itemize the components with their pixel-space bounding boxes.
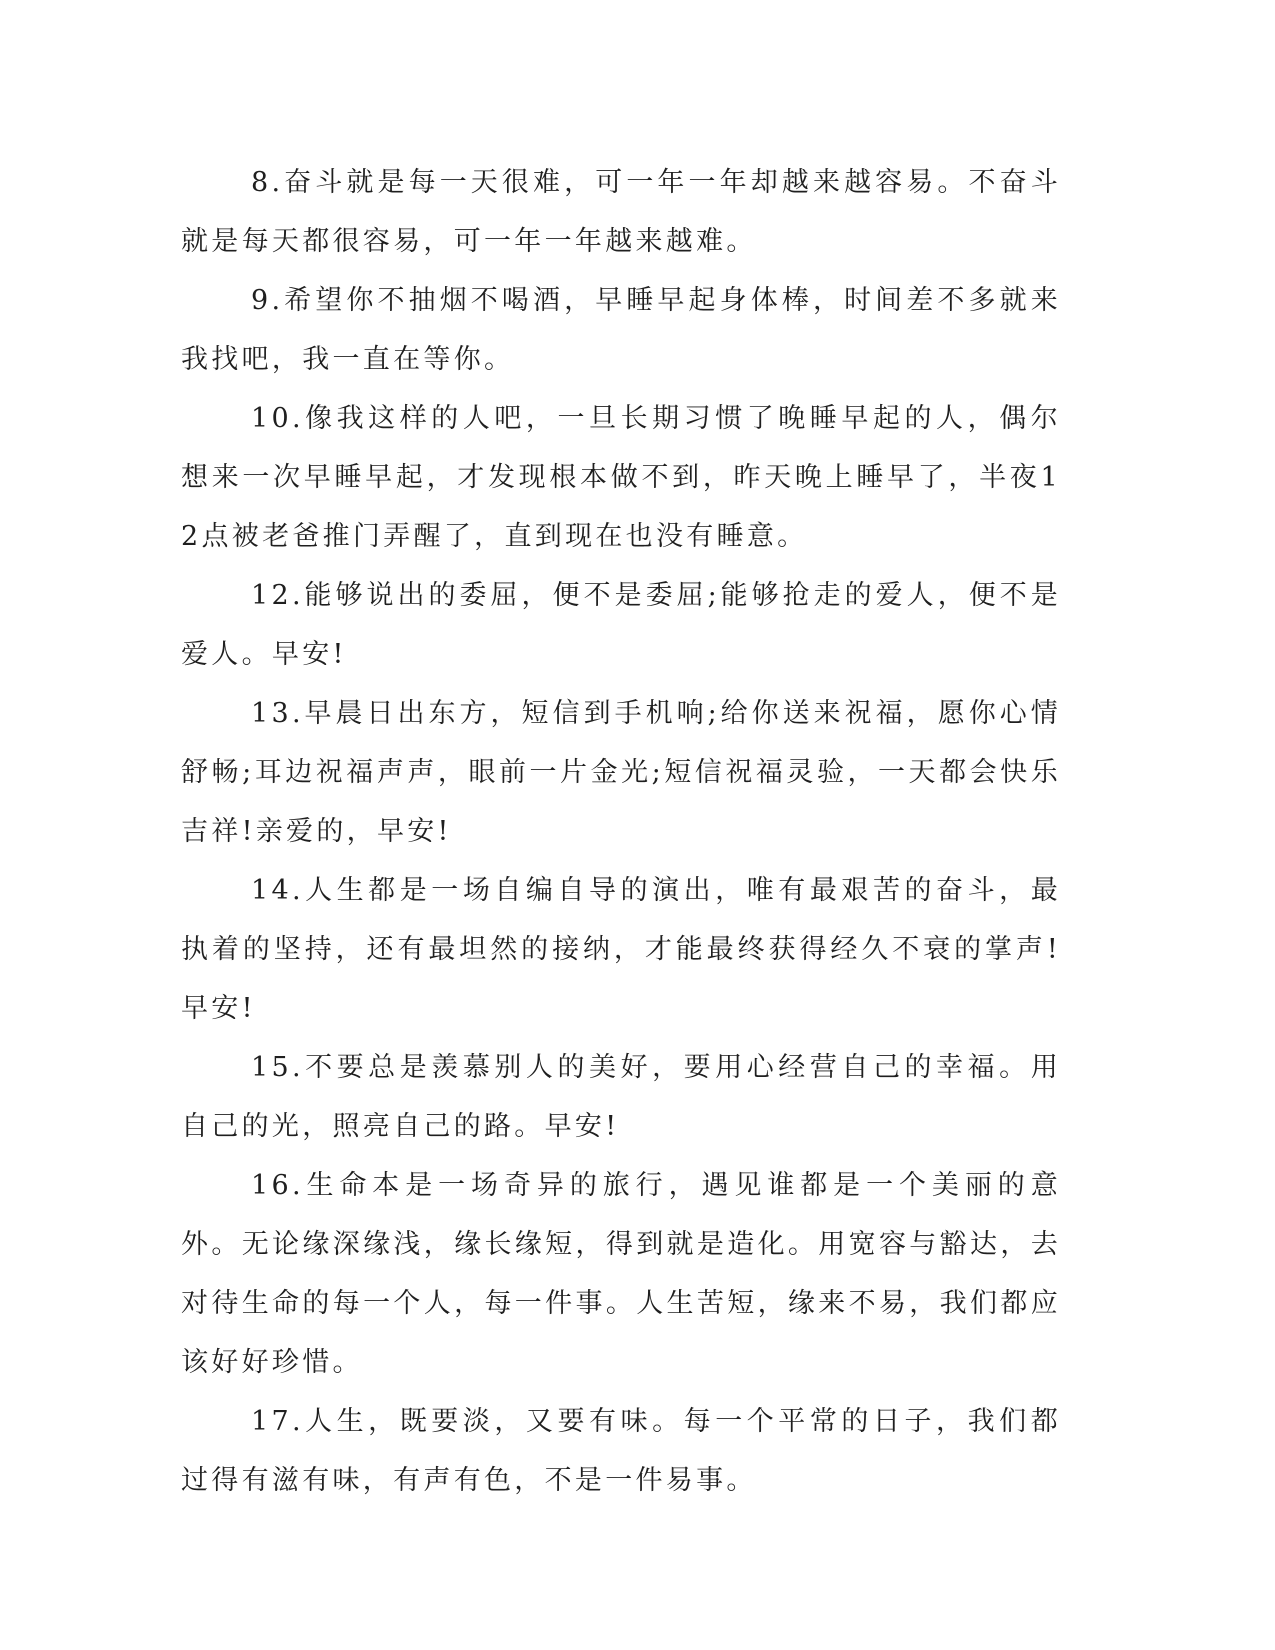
paragraph-10: 10.像我这样的人吧，一旦长期习惯了晚睡早起的人，偶尔想来一次早睡早起，才发现根本做不到，昨天晚上睡早了，半夜12点被老爸推门弄醒了，直到现在也没有睡意。 [181,403,1061,552]
document-body [181,153,1061,1510]
paragraph-15: 15.不要总是羡慕别人的美好，要用心经营自己的幸福。用自己的光，照亮自己的路。早安! [181,1052,1061,1142]
paragraph-17: 17.人生，既要淡，又要有味。每一个平常的日子，我们都过得有滋有味，有声有色，不是一件易事。 [181,1406,1061,1496]
paragraph-13: 13.早晨日出东方，短信到手机响;给你送来祝福，愿你心情舒畅;耳边祝福声声，眼前一片金光;短信祝福灵验，一天都会快乐吉祥!亲爱的，早安! [181,698,1061,847]
paragraph-9: 9.希望你不抽烟不喝酒，早睡早起身体棒，时间差不多就来我找吧，我一直在等你。 [181,285,1061,375]
paragraph-12: 12.能够说出的委屈，便不是委屈;能够抢走的爱人，便不是爱人。早安! [181,580,1061,670]
paragraph-14: 14.人生都是一场自编自导的演出，唯有最艰苦的奋斗，最执着的坚持，还有最坦然的接纳，才能最终获得经久不衰的掌声!早安! [181,875,1061,1024]
paragraph-16: 16.生命本是一场奇异的旅行，遇见谁都是一个美丽的意外。无论缘深缘浅，缘长缘短，得到就是造化。用宽容与豁达，去对待生命的每一个人，每一件事。人生苦短，缘来不易，我们都应该好好珍惜。 [181,1170,1061,1378]
paragraph-8: 8.奋斗就是每一天很难，可一年一年却越来越容易。不奋斗就是每天都很容易，可一年一年越来越难。 [181,167,1061,257]
